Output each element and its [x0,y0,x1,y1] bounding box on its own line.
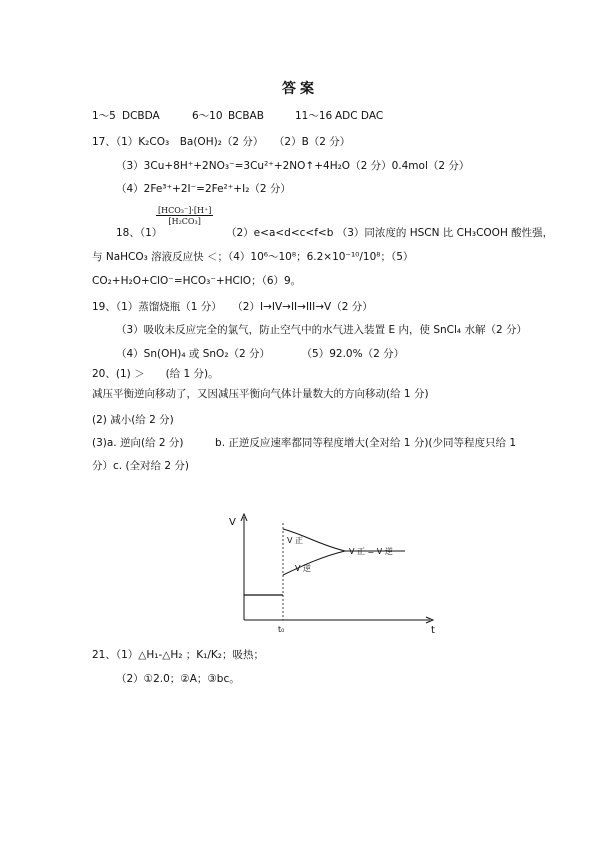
q18-line-1-prefix: 18、（1） [116,227,163,239]
v-reverse-label: V 逆 [295,564,312,573]
choice-answer-1: DCBDA [122,110,160,122]
q17-line-1: 17、（1）K₂CO₃ Ba(OH)₂（2 分） （2）B（2 分） [92,136,351,148]
q19-line-1: 19、（1）蒸馏烧瓶（1 分） （2）I→IV→II→III→V（2 分） [92,301,373,313]
page-title: 答案 [282,81,318,97]
q18-fraction-numerator: [HCO₃⁻]·[H⁺] [158,206,212,215]
q20-line-5: 分）c. (全对给 2 分) [92,460,189,472]
q19-line-2: （3）吸收未反应完全的氯气，防止空气中的水气进入装置 E 内，使 SnCl₄ 水解（2 分） [116,324,527,336]
q17-line-3: （4）2Fe³⁺+2I⁻=2Fe²⁺+I₂（2 分） [116,183,291,195]
q20-line-1: 20、(1) ＞ (给 1 分)。 [92,368,219,380]
choice-answer-2: BCBAB [228,110,264,122]
q21-line-2: （2）①2.0；②A；③bc。 [116,673,240,685]
choice-range-2: 6～10 [192,110,223,122]
v-reverse-curve [283,551,345,575]
q18-line-1-rest: （2）e<a<d<c<f<b （3）同浓度的 HSCN 比 CH₃COOH 酸性强， [226,227,554,239]
choice-answer-3: ADC DAC [335,110,384,122]
rate-time-graph [225,505,445,635]
t0-label: t₀ [278,625,285,634]
q20-line-4: (3)a. 逆向(给 2 分) b. 正逆反应速率都同等程度增大(全对给 1 分)(少同等程度只给 1 [92,437,517,449]
q19-line-3: （4）Sn(OH)₄ 或 SnO₂（2 分） （5）92.0%（2 分） [116,348,405,360]
q21-line-1: 21、（1）△H₁-△H₂ ；K₁/K₂；吸热； [92,649,265,661]
q18-line-2: 与 NaHCO₃ 溶液反应快 ＜；（4）10⁶～10⁸；6.2×10⁻¹⁰/10⁸；（5） [92,251,414,263]
v-forward-label: V 正 [287,536,304,545]
x-axis-label: t [431,625,435,635]
choice-range-1: 1～5 [92,110,116,122]
choice-range-3: 11～16 [295,110,333,122]
q18-line-3: CO₂+H₂O+ClO⁻=HCO₃⁻+HClO；（6）9。 [92,275,302,287]
q17-line-2: （3）3Cu+8H⁺+2NO₃⁻=3Cu²⁺+2NO↑+4H₂O（2 分）0.4mol（2 分） [116,160,470,172]
y-axis-label: V [229,517,236,528]
v-equal-label: V 正 = V 逆 [349,547,393,556]
q20-line-3: (2) 减小(给 2 分) [92,414,174,426]
q18-fraction [156,206,213,226]
q18-fraction-denominator: [H₂CO₃] [168,217,201,226]
q20-line-2: 减压平衡逆向移动了，又因减压平衡向气体计量数大的方向移动(给 1 分) [92,388,429,400]
